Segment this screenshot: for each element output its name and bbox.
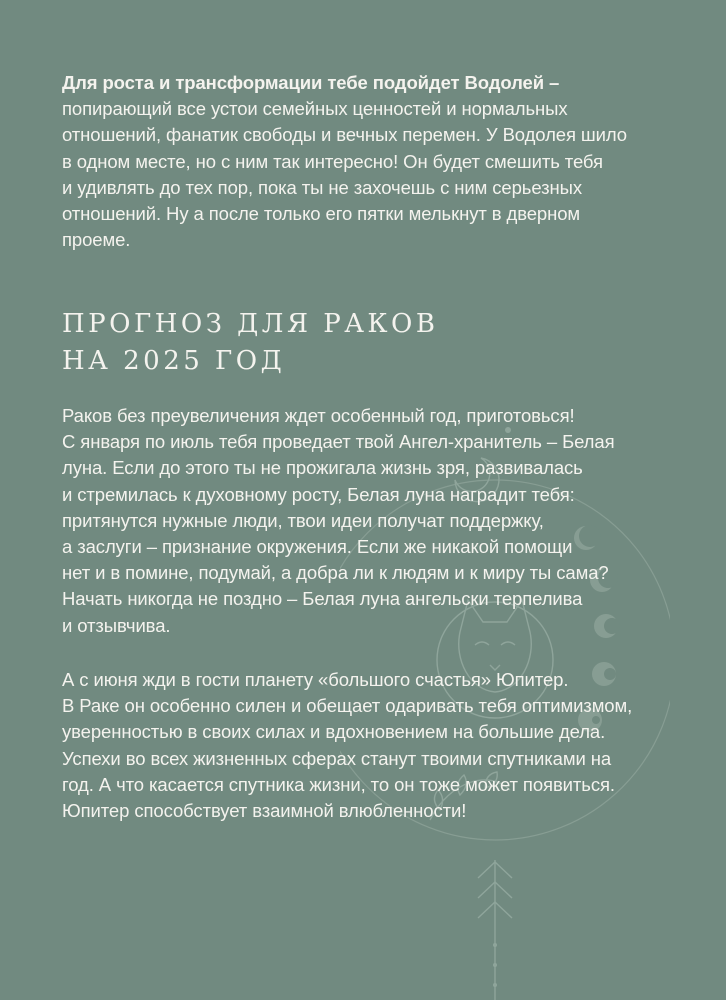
paragraph-line: В Раке он особенно силен и обещает одаривать тебя оптимизмом, bbox=[62, 695, 633, 717]
arrow-tree-icon bbox=[478, 860, 512, 1000]
paragraph-line: С января по июль тебя проведает твой Ангел-хранитель – Белая bbox=[62, 431, 615, 453]
intro-line: проеме. bbox=[62, 229, 131, 251]
paragraph-line: год. А что касается спутника жизни, то он тоже может появиться. bbox=[62, 773, 615, 795]
paragraph-line: и стремилась к духовному росту, Белая луна наградит тебя: bbox=[62, 483, 575, 505]
paragraph-line: Юпитер способствует взаимной влюбленности! bbox=[62, 800, 467, 822]
paragraph-line: притянутся нужные люди, твои идеи получат поддержку, bbox=[62, 509, 544, 531]
intro-line: попирающий все устои семейных ценностей и нормальных bbox=[62, 98, 568, 120]
intro-line: и удивлять до тех пор, пока ты не захочешь с ним серьезных bbox=[62, 176, 582, 198]
paragraph-line: а заслуги – признание окружения. Если же никакой помощи bbox=[62, 536, 573, 558]
intro-line: в одном месте, но с ним так интересно! Он будет смешить тебя bbox=[62, 150, 603, 172]
intro-line: отношений, фанатик свободы и вечных перемен. У Водолея шило bbox=[62, 124, 627, 146]
paragraph-line: А с июня жди в гости планету «большого счастья» Юпитер. bbox=[62, 669, 569, 690]
forecast-paragraph bbox=[62, 403, 682, 639]
paragraph-line: нет и в помине, подумай, а добра ли к людям и к миру ты сама? bbox=[62, 562, 609, 584]
paragraph-line: Успехи во всех жизненных сферах станут твоими спутниками на bbox=[62, 747, 612, 769]
heading-line: НА 2025 ГОД bbox=[62, 346, 286, 376]
paragraph-line: Начать никогда не поздно – Белая луна ангельски терпелива bbox=[62, 588, 583, 610]
paragraph-line: луна. Если до этого ты не прожигала жизнь зря, развивалась bbox=[62, 457, 583, 479]
section-heading bbox=[62, 306, 438, 380]
intro-lead: Для роста и трансформации тебе подойдет Водолей – bbox=[62, 72, 560, 93]
jupiter-paragraph bbox=[62, 667, 682, 824]
intro-line: отношений. Ну а после только его пятки мелькнут в дверном bbox=[62, 203, 581, 225]
cat-features bbox=[475, 642, 515, 670]
paragraph-line: и отзывчива. bbox=[62, 614, 171, 636]
paragraph-line: Раков без преувеличения ждет особенный год, приготовься! bbox=[62, 405, 575, 426]
intro-paragraph bbox=[62, 70, 682, 253]
heading-line: ПРОГНОЗ ДЛЯ РАКОВ bbox=[62, 309, 439, 339]
paragraph-line: уверенностью в своих силах и вдохновением на большие дела. bbox=[62, 721, 606, 743]
